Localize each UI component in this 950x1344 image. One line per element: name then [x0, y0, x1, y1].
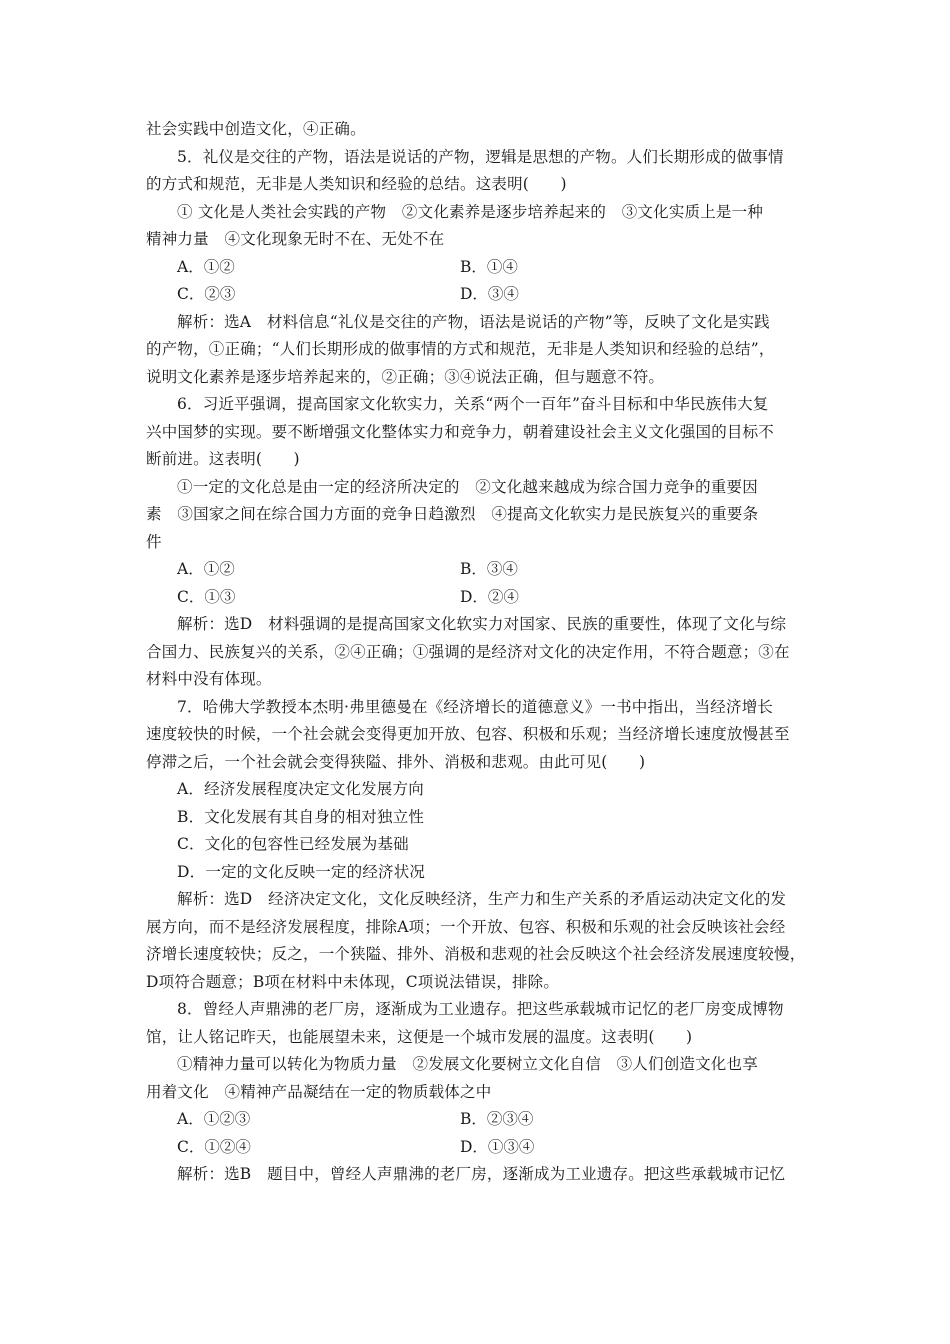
text-line: 精神力量 ④文化现象无时不在、无处不在 [146, 230, 445, 248]
text-line: D．一定的文化反映一定的经济状况 [177, 862, 426, 881]
text-line: 解析：选A 材料信息“礼仪是交往的产物，语法是说话的产物”等，反映了文化是实践 [177, 312, 770, 331]
text-line: 济增长速度较快；反之，一个狭隘、排外、消极和悲观的社会反映这个社会经济发展速度较慢， [146, 945, 806, 963]
text-line: 兴中国梦的实现。要不断增强文化整体实力和竞争力，朝着建设社会主义文化强国的目标不 [146, 422, 775, 441]
answer-option: D．③④ [460, 285, 519, 303]
answer-option: D．②④ [460, 587, 519, 606]
answer-options-row [146, 1106, 814, 1134]
text-line: 断前进。这表明( ) [146, 450, 300, 468]
text-line: 8．曾经人声鼎沸的老厂房，逐渐成为工业遗存。把这些承载城市记忆的老厂房变成博物 [177, 1000, 784, 1018]
text-line: 合国力、民族复兴的关系，②④正确；①强调的是经济对文化的决定作用，不符合题意；③在 [146, 642, 790, 661]
answer-option: C．②③ [177, 285, 236, 303]
text-line: 速度较快的时候，一个社会就会变得更加开放、包容、积极和乐观；当经济增长速度放慢甚至 [146, 725, 790, 743]
answer-options-row [146, 254, 814, 282]
answer-options-row [146, 556, 814, 584]
text-line: 件 [146, 532, 162, 551]
text-line: 馆，让人铭记昨天，也能展望未来，这便是一个城市发展的温度。这表明( ) [146, 1027, 693, 1046]
answer-option: C．①②④ [177, 1137, 251, 1156]
text-line: 社会实践中创造文化，④正确。 [146, 120, 366, 138]
text-line: 6．习近平强调，提高国家文化软实力，关系“两个一百年”奋斗目标和中华民族伟大复 [177, 395, 769, 413]
answer-option: A．①②③ [177, 1110, 251, 1128]
document-page [146, 116, 814, 1189]
answer-option: D．①③④ [460, 1137, 535, 1156]
text-line: A．经济发展程度决定文化发展方向 [177, 780, 424, 798]
text-line: 解析：选B 题目中，曾经人声鼎沸的老厂房，逐渐成为工业遗存。把这些承载城市记忆 [177, 1165, 786, 1183]
text-line: D项符合题意；B项在材料中未体现，C项说法错误，排除。 [146, 972, 560, 991]
text-line: ① 文化是人类社会实践的产物 ②文化素养是逐步培养起来的 ③文化实质上是一种 [177, 202, 764, 221]
text-line: 7．哈佛大学教授本杰明·弗里德曼在《经济增长的道德意义》一书中指出，当经济增长 [177, 697, 774, 716]
text-line: ①一定的文化总是由一定的经济所决定的 ②文化越来越成为综合国力竞争的重要因 [177, 477, 758, 496]
text-line: 解析：选D 经济决定文化，文化反映经济，生产力和生产关系的矛盾运动决定文化的发 [177, 890, 787, 908]
answer-option: B．①④ [460, 257, 518, 276]
answer-option: B．③④ [460, 560, 518, 578]
text-line: 用着文化 ④精神产品凝结在一定的物质载体之中 [146, 1082, 492, 1101]
text-line: 展方向，而不是经济发展程度，排除A项；一个开放、包容、积极和乐观的社会反映该社会经 [146, 917, 786, 936]
text-line: 材料中没有体现。 [146, 670, 272, 688]
answer-options-row [146, 281, 814, 309]
answer-option: C．①③ [177, 587, 236, 606]
text-line: 5．礼仪是交往的产物，语法是说话的产物，逻辑是思想的产物。人们长期形成的做事情 [177, 147, 784, 166]
answer-option: A．①② [177, 257, 235, 276]
text-line: 的产物，①正确；“人们长期形成的做事情的方式和规范，无非是人类知识和经验的总结”， [146, 340, 775, 358]
text-line: 的方式和规范，无非是人类知识和经验的总结。这表明( ) [146, 175, 567, 193]
text-line: 解析：选D 材料强调的是提高国家文化软实力对国家、民族的重要性，体现了文化与综 [177, 615, 787, 633]
text-line: ①精神力量可以转化为物质力量 ②发展文化要树立文化自信 ③人们创造文化也享 [177, 1055, 758, 1073]
text-line: C．文化的包容性已经发展为基础 [177, 835, 409, 853]
text-line: 说明文化素养是逐步培养起来的，②正确；③④说法正确，但与题意不符。 [146, 367, 665, 386]
text-line: 停滞之后，一个社会就会变得狭隘、排外、消极和悲观。由此可见( ) [146, 752, 646, 771]
answer-options-row [146, 584, 814, 612]
text-line: 素 ③国家之间在综合国力方面的竞争日趋激烈 ④提高文化软实力是民族复兴的重要条 [146, 505, 759, 523]
answer-option: B．②③④ [460, 1110, 534, 1128]
answer-options-row [146, 1134, 814, 1162]
text-line: B．文化发展有其自身的相对独立性 [177, 807, 425, 826]
answer-option: A．①② [177, 560, 235, 578]
